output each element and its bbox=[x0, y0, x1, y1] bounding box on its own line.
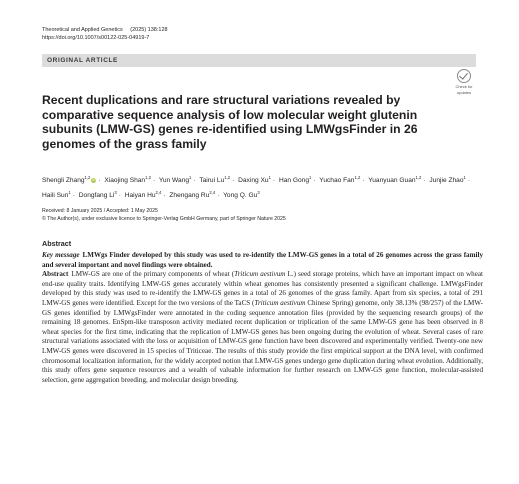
doi-link[interactable]: https://doi.org/10.1007/s00122-025-04919-7 bbox=[42, 35, 150, 41]
check-for-updates-badge[interactable] bbox=[451, 69, 477, 95]
abstract-text-c: L.) seed storage proteins, which have an important impact on wheat end-use quality traits. Identifying LMW-GS genes accurately within wheat genomes has consistently presented a significant challenge. LMWgsFinder developed by this study was used to re-identify the LMW-GS genes in a total of 26 genomes of the grass family. Apart from six species, a total of 291 LMW-GS genes were identified. Except for the two versions of the TaCS ( bbox=[42, 270, 483, 307]
author-affiliation: 3 bbox=[257, 190, 260, 195]
author-separator: · bbox=[118, 192, 121, 199]
author-separator: · bbox=[313, 177, 316, 184]
check-updates-line1: Check for bbox=[455, 84, 473, 89]
author[interactable] bbox=[169, 192, 215, 199]
article-title: Recent duplications and rare structural variations revealed by comparative sequence analysis of low molecular weight glutenin subunits (LMW-GS) genes re-identified using LMWgsFinder in 26 genomes of the grass family bbox=[42, 93, 418, 151]
journal-header bbox=[42, 26, 174, 42]
author-name: Yun Wang bbox=[158, 177, 190, 184]
species-name: Triticum aestivum bbox=[254, 298, 306, 307]
orcid-icon[interactable]: iD bbox=[92, 178, 96, 182]
author-separator: · bbox=[163, 192, 166, 199]
author[interactable] bbox=[223, 192, 260, 199]
author-name: Junjie Zhao bbox=[429, 177, 464, 184]
received-accepted-dates: Received: 8 January 2025 / Accepted: 1 May 2025 bbox=[42, 208, 158, 214]
author-separator: · bbox=[467, 177, 471, 184]
author-affiliation: 1,2 bbox=[224, 175, 231, 180]
key-message-text: LMWgs Finder developed by this study was used to re-identify the LMW-GS genes in a total of 26 genomes across the grass family and several important and novel findings were obtained. bbox=[42, 251, 484, 269]
author-separator: · bbox=[98, 177, 101, 184]
author-separator: · bbox=[232, 177, 235, 184]
author[interactable] bbox=[125, 192, 162, 199]
species-name: Triticum aestivum bbox=[234, 270, 286, 279]
author[interactable] bbox=[42, 192, 71, 199]
author-affiliation: 1,2 bbox=[145, 175, 151, 180]
author-name: Zhengang Ru bbox=[169, 192, 210, 199]
author[interactable] bbox=[42, 177, 96, 184]
author-name: Daxing Xu bbox=[238, 177, 269, 184]
author-name: Yuchao Fan bbox=[319, 177, 355, 184]
author[interactable] bbox=[159, 177, 192, 184]
article-type-banner: ORIGINAL ARTICLE bbox=[42, 54, 476, 67]
author-name: Yuanyuan Guan bbox=[368, 177, 416, 184]
author-separator: · bbox=[72, 192, 75, 199]
author[interactable] bbox=[368, 177, 421, 184]
abstract-body bbox=[42, 251, 483, 385]
author[interactable] bbox=[429, 177, 465, 184]
author-separator: · bbox=[423, 177, 426, 184]
author-affiliation: 1 bbox=[268, 175, 271, 180]
author-name: Haiyan Hu bbox=[124, 192, 156, 199]
author-name: Dongfang Li bbox=[78, 192, 115, 199]
author-affiliation: 1 bbox=[68, 190, 71, 195]
author-affiliation: 3 bbox=[114, 190, 117, 195]
check-updates-icon bbox=[457, 69, 471, 83]
author-name: Yong Q. Gu bbox=[223, 192, 258, 199]
author[interactable] bbox=[238, 177, 271, 184]
author[interactable] bbox=[319, 177, 360, 184]
article-meta bbox=[42, 207, 286, 223]
author-name: Xiaojing Shan bbox=[104, 177, 146, 184]
author-separator: · bbox=[217, 192, 220, 199]
author-separator: · bbox=[362, 177, 365, 184]
key-message-label: Key message bbox=[42, 251, 80, 259]
journal-line bbox=[42, 26, 174, 34]
abstract-paragraph bbox=[42, 270, 483, 385]
author[interactable] bbox=[199, 177, 230, 184]
abstract-text-a: LMW-GS are one of the primary components of wheat ( bbox=[71, 270, 235, 279]
journal-name: Theoretical and Applied Genetics bbox=[42, 27, 123, 33]
author-affiliation: 1,2 bbox=[415, 175, 422, 180]
author-separator: · bbox=[193, 177, 196, 184]
author-affiliation: 1 bbox=[189, 175, 192, 180]
key-message bbox=[42, 251, 483, 270]
author[interactable] bbox=[279, 177, 311, 184]
author-affiliation: 1 bbox=[463, 175, 466, 180]
author-name: Tairui Lu bbox=[199, 177, 225, 184]
author-list bbox=[42, 172, 482, 202]
author[interactable] bbox=[104, 177, 151, 184]
abstract-text-e: Chinese Spring) genome, only 38.13% (98/257) of the LMW-GS genes identified by LMWgsFinder were annotated in the coding sequence annotation files (provided by the sequencing research groups) of the remaining 18 genomes. EnSpm-like transposon activity mediated recent duplication or triplication of the same LMW-GS gene has been observed in 8 wheat species for the first time, indicating that the replication of LMW-GS genes has been ongoing during the evolution of wheat. Several cases of rare structural variations associated with the loss or acquisition of LMW-GS gene function have been discovered and experimentally verified. Twenty-one new LMW-GS genes were discovered in 15 species of Triticeae. The results of this study provide the first empirical support at the DNA level, with confirmed chromosomal localization information, for the widely accepted notion that LMW-GS genes undergo gene duplication during wheat evolution. Additionally, this study offers gene sequence resources and a wealth of valuable information for further research on LMW-GS gene function, molecular-assisted selection, gene aggregation breeding, and molecular design breeding. bbox=[42, 298, 483, 384]
author-affiliation: 2,4 bbox=[155, 190, 162, 195]
author-separator: · bbox=[272, 177, 276, 184]
copyright-notice: © The Author(s), under exclusive licence to Springer-Verlag GmbH Germany, part of Springer Nature 2025 bbox=[42, 216, 286, 222]
author-name: Shengli Zhang bbox=[42, 177, 85, 184]
author-affiliation: 1,2 bbox=[84, 175, 91, 180]
journal-volume: (2025) 138:128 bbox=[130, 27, 168, 33]
author-affiliation: 1 bbox=[309, 175, 312, 180]
author-affiliation: 1,2 bbox=[354, 175, 361, 180]
author-name: Han Gong bbox=[278, 177, 310, 184]
author-separator: · bbox=[152, 177, 156, 184]
author-name: Haili Sun bbox=[42, 192, 69, 199]
author-affiliation: 2,4 bbox=[209, 190, 216, 195]
author[interactable] bbox=[79, 192, 117, 199]
abstract-heading: Abstract bbox=[42, 239, 72, 248]
check-updates-line2: updates bbox=[456, 90, 472, 95]
abstract-label: Abstract bbox=[42, 270, 69, 279]
